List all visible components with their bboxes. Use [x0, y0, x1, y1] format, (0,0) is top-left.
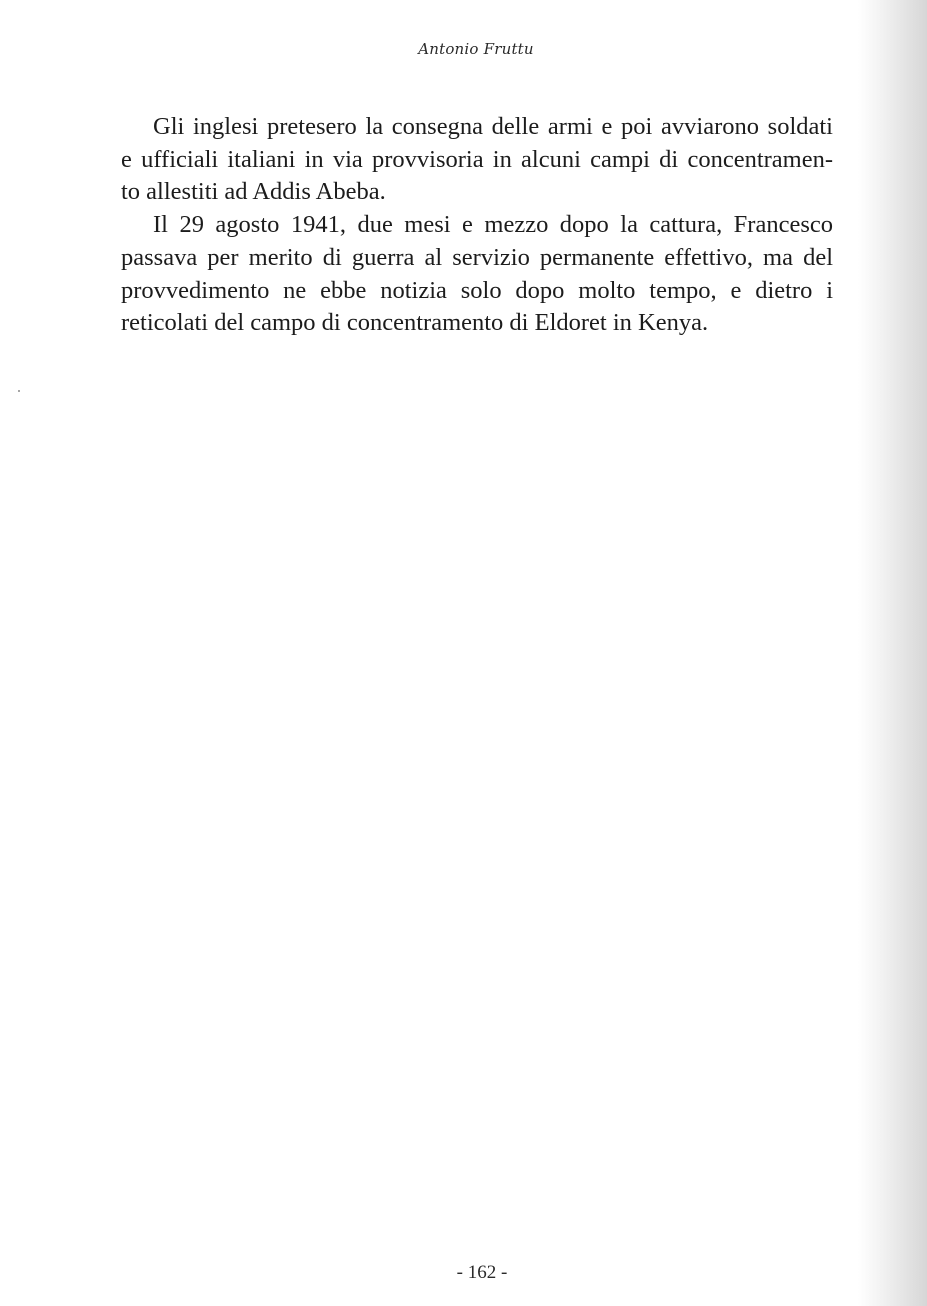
body-text [121, 111, 833, 340]
text-line: passava per merito di guerra al servizio permanente effettivo, ma del [121, 243, 833, 271]
text-line: to allestiti ad Addis Abeba. [121, 178, 386, 206]
page-number: - 162 - [456, 1262, 508, 1283]
paragraph-2 [121, 209, 833, 340]
scan-speck [18, 390, 20, 392]
paragraph-1 [121, 111, 833, 209]
text-line: Gli inglesi pretesero la consegna delle armi e poi avviarono soldati [153, 113, 833, 140]
text-line: Il 29 agosto 1941, due mesi e mezzo dopo la cattura, Francesco [153, 211, 833, 239]
running-header: Antonio Fruttu [418, 40, 534, 58]
text-line: e ufficiali italiani in via provvisoria in alcuni campi di concentramen- [121, 145, 833, 173]
text-line: reticolati del campo di concentramento di Eldoret in Kenya. [121, 309, 709, 337]
text-line: provvedimento ne ebbe notizia solo dopo molto tempo, e dietro i [121, 276, 833, 304]
